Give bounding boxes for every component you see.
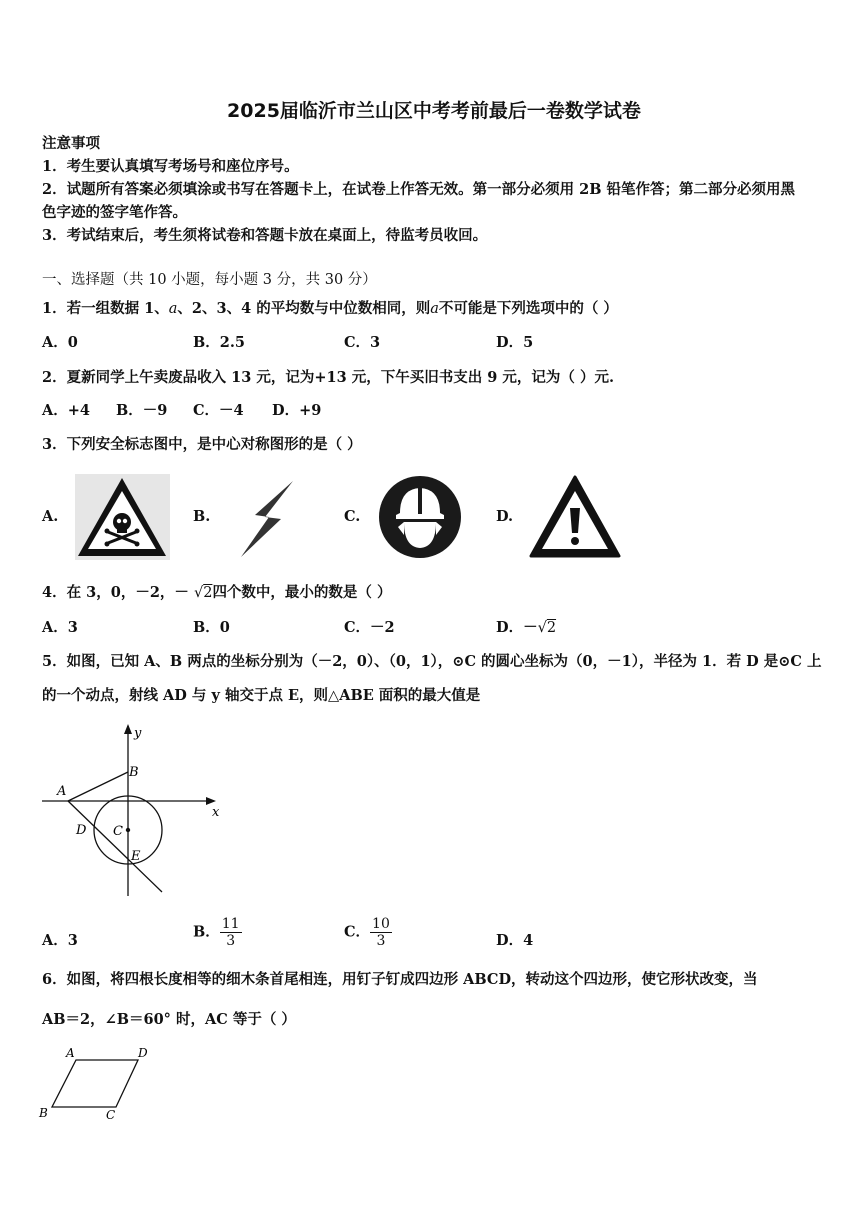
- q4-option-a: A．3: [42, 619, 78, 636]
- fraction: [370, 916, 392, 949]
- label-e: E: [131, 849, 141, 864]
- q3-label-a: A.: [42, 508, 59, 525]
- q1-option-b: B．2.5: [193, 334, 245, 351]
- q5-option-b-label: B．: [193, 923, 220, 941]
- fraction: [220, 916, 242, 949]
- q5-option-c: [344, 916, 392, 949]
- q1-variable: a: [430, 301, 439, 317]
- sqrt-radicand: 2: [203, 585, 213, 601]
- label-x: x: [212, 805, 220, 820]
- question-5-line2: 的一个动点，射线 AD 与 y 轴交于点 E，则△ABE 面积的最大值是: [42, 687, 481, 704]
- sqrt-radicand: 2: [546, 620, 557, 636]
- sqrt-expression: √2: [193, 585, 213, 601]
- q1-stem-part: 不可能是下列选项中的（ ）: [438, 300, 618, 317]
- q2-option-c: C．－4: [193, 402, 244, 419]
- coordinate-figure: [38, 722, 228, 900]
- q5-option-b: [193, 916, 242, 949]
- label-b: B: [39, 1106, 48, 1120]
- label-d: D: [138, 1046, 148, 1060]
- label-a: A: [57, 784, 67, 799]
- label-y: y: [134, 726, 142, 741]
- q5-option-a: A．3: [42, 932, 78, 949]
- notice-item: 3．考试结束后，考生须将试卷和答题卡放在桌面上，待监考员收回。: [42, 227, 488, 244]
- q3-label-d: D.: [496, 508, 514, 525]
- hard-hat-icon: [378, 475, 462, 559]
- exclamation-warning-icon: [529, 475, 621, 559]
- q1-option-c: C．3: [344, 334, 381, 351]
- notice-heading: 注意事项: [42, 135, 100, 152]
- label-d: D: [76, 823, 87, 838]
- sqrt-expression: √2: [537, 620, 557, 636]
- q1-option-a: A．0: [42, 334, 78, 351]
- denominator: 3: [376, 933, 386, 949]
- rhombus-abcd: [52, 1060, 138, 1107]
- q4-stem-part: 四个数中，最小的数是（ ）: [212, 584, 392, 601]
- notice-item: 2．试题所有答案必须填涂或书写在答题卡上，在试卷上作答无效。第一部分必须用 2B 铅笔作答；第二部分必须用黑: [42, 181, 796, 198]
- question-2-stem: 2．夏新同学上午卖废品收入 13 元，记为+13 元，下午买旧书支出 9 元，记为（ ）元.: [42, 369, 615, 386]
- q4-option-d-label: D．－: [496, 619, 538, 636]
- numerator: 11: [221, 916, 240, 932]
- q1-variable: a: [168, 301, 178, 317]
- skull-warning-icon: [75, 474, 170, 560]
- q2-option-a: A．+4: [42, 402, 90, 419]
- label-c: C: [113, 824, 123, 839]
- notice-item: 色字迹的签字笔作答。: [42, 204, 187, 221]
- q2-option-b: B．－9: [116, 402, 168, 419]
- question-3-stem: 3．下列安全标志图中，是中心对称图形的是（ ）: [42, 436, 362, 453]
- numerator: 10: [372, 916, 390, 932]
- lightning-bolt-icon: [237, 479, 297, 559]
- q4-option-b: B．0: [193, 619, 230, 636]
- notice-item: 1．考生要认真填写考场号和座位序号。: [42, 158, 299, 175]
- q2-option-d: D．+9: [272, 402, 322, 419]
- label-a: A: [66, 1046, 75, 1060]
- q4-stem-part: 4．在 3，0，－2，－: [42, 584, 194, 601]
- q5-option-c-label: C．: [344, 923, 371, 941]
- section-heading: 一、选择题（共 10 小题，每小题 3 分，共 30 分）: [42, 272, 377, 288]
- page-title: 2025届临沂市兰山区中考考前最后一卷数学试卷: [227, 100, 641, 122]
- q3-label-c: C.: [344, 508, 361, 525]
- q5-option-d: D．4: [496, 932, 534, 949]
- question-1-stem: [42, 297, 618, 318]
- question-5-line1: 5．如图，已知 A、B 两点的坐标分别为（－2，0）、（0，1），⊙C 的圆心坐标为（0，－1），半径为 1．若 D 是⊙C 上: [42, 653, 822, 670]
- label-b: B: [129, 765, 139, 780]
- q1-option-d: D．5: [496, 334, 534, 351]
- question-4-stem: [42, 581, 392, 602]
- q4-option-d: [496, 616, 556, 637]
- q1-stem-part: 、2、3、4 的平均数与中位数相同，则: [177, 300, 431, 317]
- label-c: C: [106, 1108, 116, 1122]
- denominator: 3: [226, 933, 236, 949]
- q3-label-b: B.: [193, 508, 211, 525]
- question-6-line1: 6．如图，将四根长度相等的细木条首尾相连，用钉子钉成四边形 ABCD，转动这个四边形，使它形状改变，当: [42, 971, 758, 988]
- q4-option-c: C．－2: [344, 619, 395, 636]
- q1-stem-part: 1．若一组数据 1、: [42, 300, 169, 317]
- rhombus-figure: [36, 1044, 156, 1124]
- question-6-line2: AB＝2，∠B＝60° 时，AC 等于（ ）: [42, 1011, 296, 1028]
